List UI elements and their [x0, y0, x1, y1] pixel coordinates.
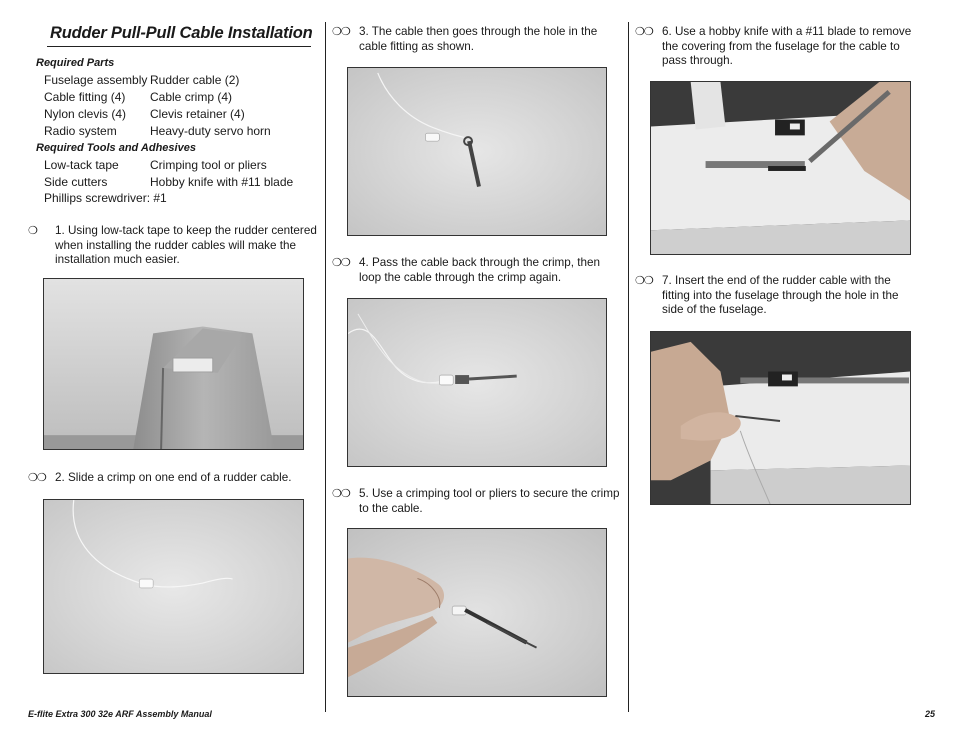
part-item: Nylon clevis (4): [44, 107, 127, 121]
required-parts-heading: Required Parts: [36, 57, 115, 69]
footer-page-number: 25: [925, 709, 936, 719]
photo-cable-through-fitting: [347, 67, 607, 236]
tool-item: Side cutters: [44, 175, 108, 189]
photo-insert-cable-into-fuselage: [650, 331, 911, 505]
part-item: Heavy-duty servo horn: [150, 124, 271, 138]
tool-item: Crimping tool or pliers: [150, 158, 267, 172]
part-item: Radio system: [44, 124, 117, 138]
column-divider-left: [325, 22, 326, 712]
tool-item: Low-tack tape: [44, 158, 119, 172]
required-tools-list: [28, 157, 318, 191]
section-title: Rudder Pull-Pull Cable Installation: [50, 24, 313, 42]
step-text: 4. Pass the cable back through the crimp, then loop the cable through the crimp again.: [359, 256, 601, 284]
step-text: 3. The cable then goes through the hole in the cable fitting as shown.: [359, 25, 598, 53]
step-text: 5. Use a crimping tool or pliers to secure the crimp to the cable.: [359, 487, 620, 515]
photo-remove-covering: [650, 81, 911, 255]
part-item: Cable crimp (4): [150, 90, 233, 104]
column-1: [28, 22, 318, 268]
step-7: [635, 274, 913, 318]
photo-crimping-cable: [347, 528, 607, 697]
step-text: 7. Insert the end of the rudder cable with the fitting into the fuselage through the hole in the side of the fuselage.: [662, 274, 899, 316]
checkbox[interactable]: ❍❍: [332, 488, 350, 500]
checkbox[interactable]: ❍❍: [635, 275, 653, 287]
part-item: Fuselage assembly: [44, 73, 148, 87]
title-underline: [47, 46, 311, 47]
step-2: [28, 471, 318, 486]
step-text: 6. Use a hobby knife with a #11 blade to remove the covering from the fuselage for the cable to pass through.: [662, 25, 912, 67]
step-6: [635, 25, 913, 69]
part-item: Cable fitting (4): [44, 90, 126, 104]
column-divider-right: [628, 22, 629, 712]
checkbox[interactable]: ❍❍: [332, 257, 350, 269]
part-item: Rudder cable (2): [150, 73, 240, 87]
checkbox[interactable]: ❍❍: [332, 26, 350, 38]
footer-manual-title: E-flite Extra 300 32e ARF Assembly Manual: [28, 709, 212, 719]
step-text: 2. Slide a crimp on one end of a rudder cable.: [55, 471, 292, 484]
checkbox[interactable]: ❍❍: [28, 472, 46, 484]
step-1: [28, 224, 318, 268]
required-parts-list: [28, 72, 318, 140]
photo-crimp-on-cable: [43, 499, 304, 674]
photo-rudder-taped: [43, 278, 304, 450]
step-3: [332, 25, 624, 54]
tool-item-last: Phillips screwdriver: #1: [44, 191, 167, 205]
step-4: [332, 256, 624, 285]
step-5: [332, 487, 624, 516]
tool-item: Hobby knife with #11 blade: [150, 175, 294, 189]
step-text: 1. Using low-tack tape to keep the rudder centered when installing the rudder cables will make the installation much easier.: [55, 224, 317, 266]
required-tools-heading: Required Tools and Adhesives: [36, 142, 196, 154]
checkbox[interactable]: ❍❍: [635, 26, 653, 38]
photo-cable-loop-through-crimp: [347, 298, 607, 467]
checkbox[interactable]: ❍: [28, 225, 37, 237]
part-item: Clevis retainer (4): [150, 107, 245, 121]
